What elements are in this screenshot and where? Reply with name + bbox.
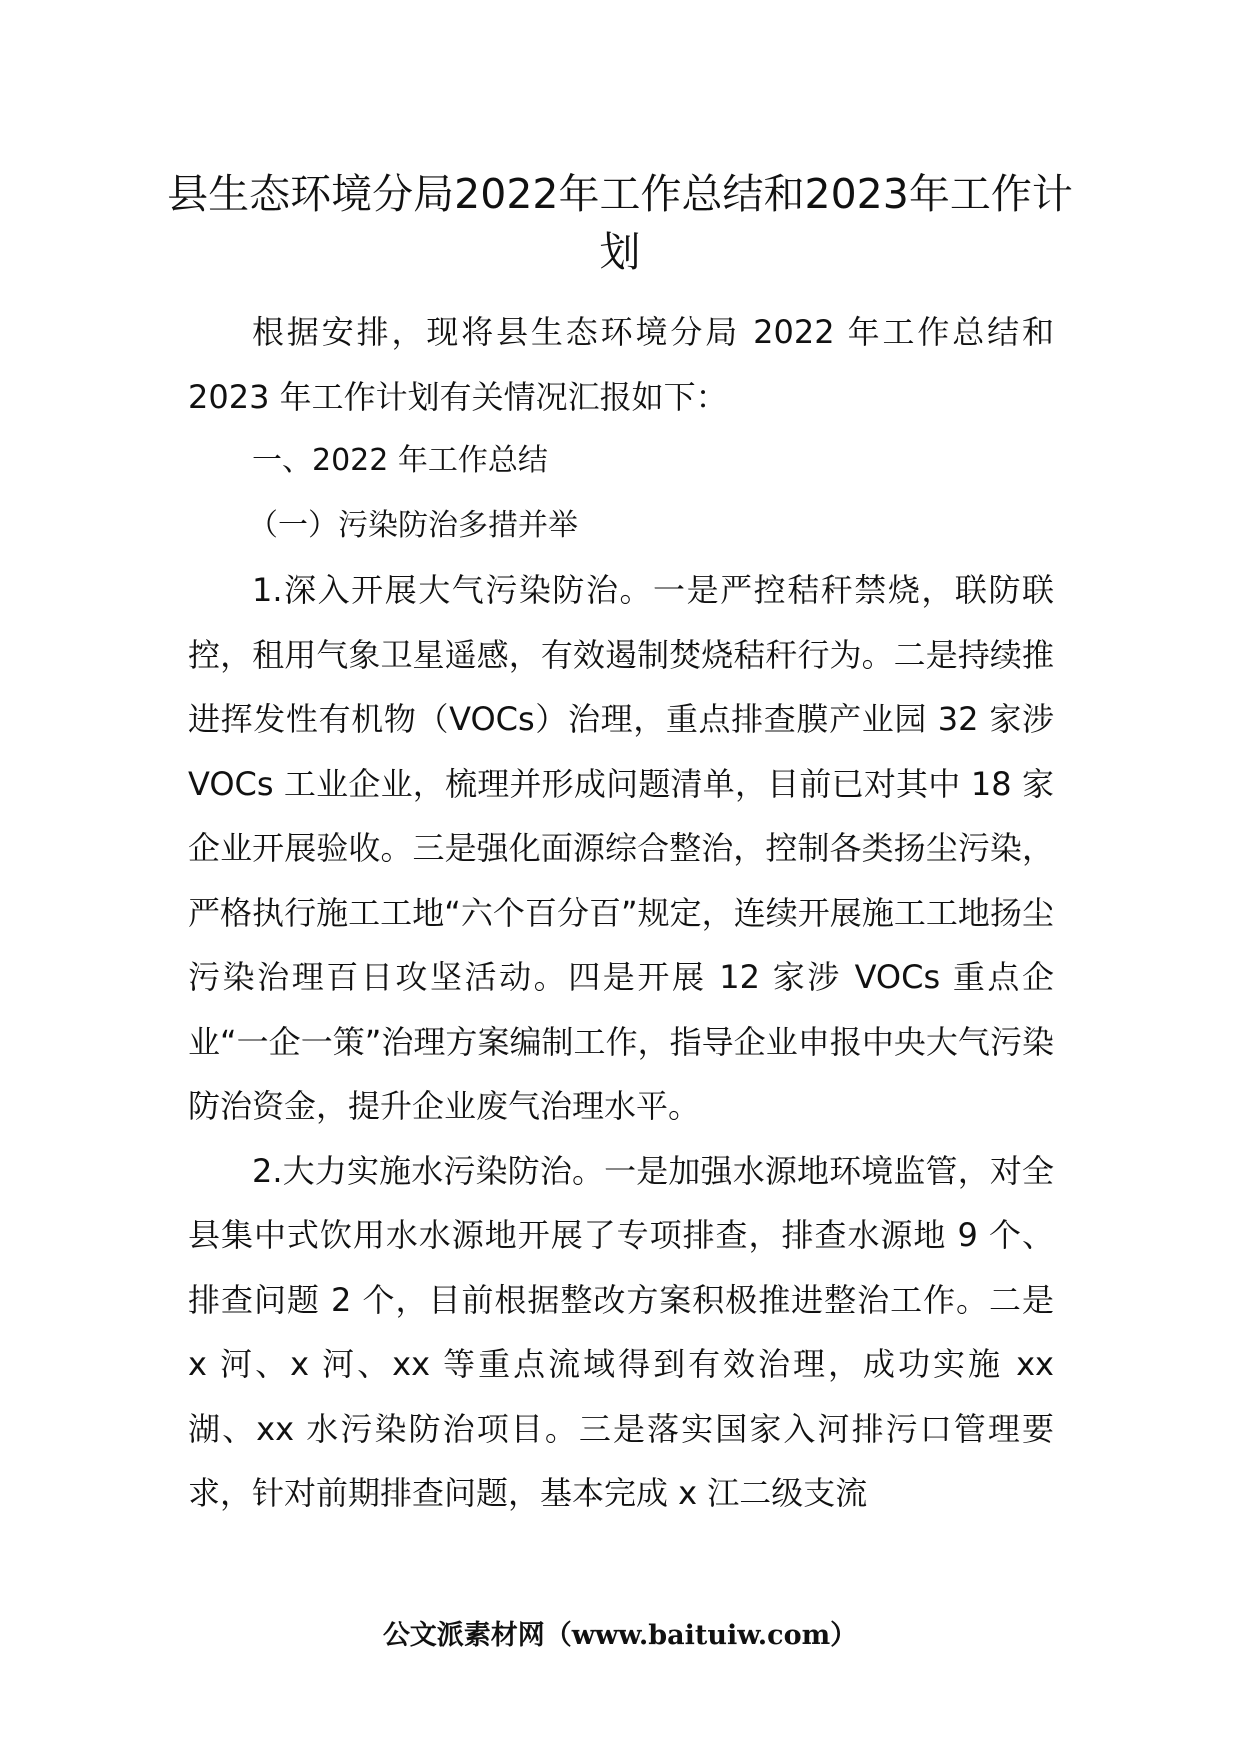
section-heading: 一、2022 年工作总结 (252, 443, 548, 478)
subsection-heading: （一）污染防治多措并举 (248, 507, 578, 543)
document-title: 县生态环境分局2022年工作总结和2023年工作计划 (167, 170, 1073, 276)
body-paragraph: 1.深入开展大气污染防治。一是严控秸秆禁烧，联防联控，租用气象卫星遥感，有效遏制焚烧秸秆行为。二是持续推进挥发性有机物（VOCs）治理，重点排查膜产业园 32 家涉 VOCs 工业企业，梳理并形成问题清单，目前已对其中 18 家企业开展验收。三是强化面源综合整治，控制各类扬尘污染，严格执行施工工地“六个百分百”规定，连续开展施工工地扬尘污染治理百日攻坚活动。四是开展 12 家涉 VOCs 重点企业“一企一策”治理方案编制工作，指导企业申报中央大气污染防治资金，提升企业废气治理水平。 (188, 571, 1054, 1125)
watermark-footer: 公文派素材网（www.baituiw.com） (382, 1620, 858, 1651)
intro-paragraph: 根据安排，现将县生态环境分局 2022 年工作总结和 2023 年工作计划有关情况汇报如下： (188, 313, 1054, 416)
body-paragraph: 2.大力实施水污染防治。一是加强水源地环境监管，对全县集中式饮用水水源地开展了专项排查，排查水源地 9 个、排查问题 2 个，目前根据整改方案积极推进整治工作。二是 x 河、x 河、xx 等重点流域得到有效治理，成功实施 xx 湖、xx 水污染防治项目。三是落实国家入河排污口管理要求，针对前期排查问题，基本完成 x 江二级支流 (188, 1151, 1054, 1512)
document-body (188, 300, 1054, 1526)
